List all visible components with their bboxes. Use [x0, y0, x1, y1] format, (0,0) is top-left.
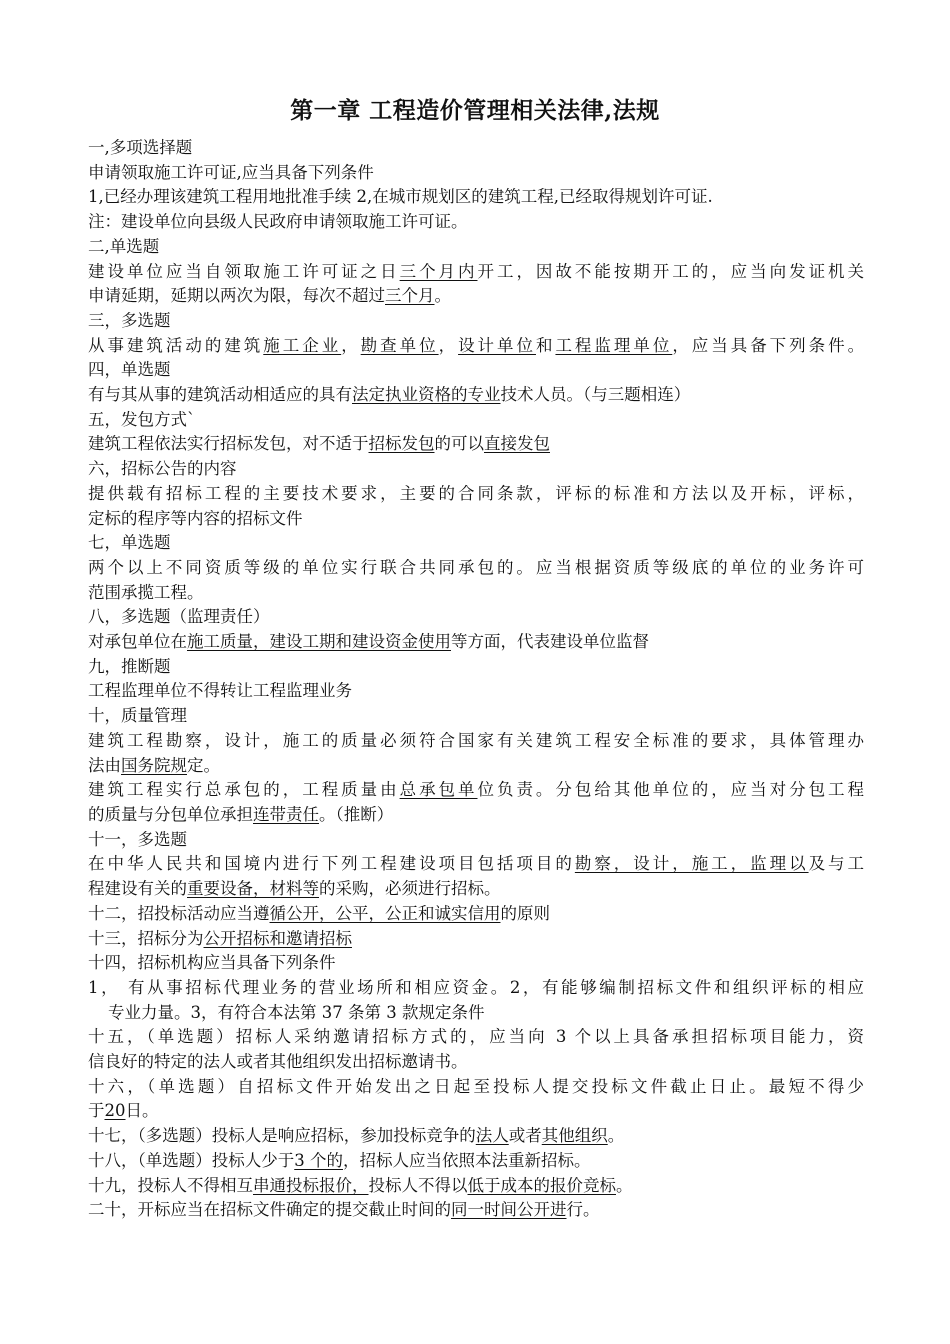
text-span: 对承包单位在 [88, 632, 187, 652]
document-body [88, 136, 864, 1223]
text-span: 七，单选题 [88, 533, 171, 553]
text-span: 行。 [566, 1200, 600, 1220]
chapter-title: 第一章 工程造价管理相关法律,法规 [290, 97, 660, 124]
text-span: 提供载有招标工程的主要技术要求，主要的合同条款，评标的标准和方法以及开标，评标， [88, 483, 864, 503]
text-span: 两个以上不同资质等级的单位实行联合共同承包的。应当根据资质等级底的单位的业务许可 [88, 557, 864, 577]
text-span: 范围承揽工程。 [88, 582, 204, 602]
underlined-term: 总承包单 [399, 780, 478, 800]
text-span: 和 [535, 335, 556, 355]
text-line [88, 1025, 864, 1050]
text-line [88, 309, 864, 334]
text-span: 开工，因故不能按期开工的，应当向发证机关 [477, 261, 864, 281]
text-span: 信良好的特定的法人或者其他组织发出招标邀请书。 [88, 1052, 468, 1072]
text-span: 十五，（单选题）招标人采纳邀请招标方式的，应当向 3 个以上具备承担招标项目能力，资 [88, 1027, 864, 1047]
text-line [88, 655, 864, 680]
text-span: 八，多选题（监理责任） [88, 607, 270, 627]
underlined-term: 勘察，设计，施工，监理以 [574, 854, 809, 874]
text-line [88, 556, 864, 581]
text-span: 法由 [88, 755, 121, 775]
text-span: ，应当具备下列条件。 [672, 335, 864, 355]
underlined-term: 工程监理单位 [555, 335, 673, 355]
text-line [88, 927, 864, 952]
text-span: 。 [434, 286, 451, 306]
text-line [88, 704, 864, 729]
text-line [88, 358, 864, 383]
text-line [88, 877, 864, 902]
text-span: 的可以 [434, 434, 484, 454]
underlined-term: 设计单位 [458, 335, 536, 355]
text-span: 九，推断题 [88, 656, 171, 676]
text-line [88, 679, 864, 704]
underlined-term: 直接发包 [484, 434, 550, 454]
text-span: 的采购，必须进行招标。 [319, 879, 501, 899]
underlined-term: 3 个的 [294, 1150, 343, 1170]
text-line [88, 284, 864, 309]
text-span: 的质量与分包单位承担 [88, 804, 253, 824]
text-span: 申请延期，延期以两次为限，每次不超过 [88, 286, 385, 306]
text-span: 工程监理单位不得转让工程监理业务 [88, 681, 352, 701]
text-line [88, 260, 864, 285]
underlined-term: 公开招标和邀请招标 [203, 928, 352, 948]
text-span: 四，单选题 [88, 360, 171, 380]
text-line [88, 1149, 864, 1174]
text-span: 及与工 [808, 854, 864, 874]
text-line [88, 828, 864, 853]
text-line [88, 1075, 864, 1100]
underlined-term: 20 [104, 1101, 126, 1121]
text-span: 申请领取施工许可证,应当具备下列条件 [88, 162, 374, 182]
underlined-term: 重要设备，材料等 [187, 879, 319, 899]
text-line [88, 457, 864, 482]
underlined-term: 招标发包 [368, 434, 435, 454]
text-span: 于 [88, 1101, 105, 1121]
text-span: 二,单选题 [88, 236, 160, 256]
text-line [88, 235, 864, 260]
text-span: 十三，招标分为 [88, 928, 204, 948]
text-span: 等方面，代表建设单位监督 [451, 632, 649, 652]
underlined-term: 施工质量，建设工期和建设资金使用 [187, 632, 451, 652]
text-span: 定标的程序等内容的招标文件 [88, 508, 303, 528]
text-span: 十四，招标机构应当具备下列条件 [88, 953, 336, 973]
underlined-term: 同一时间公开进 [451, 1200, 567, 1220]
text-line [88, 778, 864, 803]
text-span: 程建设有关的 [88, 879, 187, 899]
text-span: 十九，投标人不得相互 [88, 1175, 253, 1195]
text-line [88, 1001, 864, 1026]
text-span: 十七，（多选题）投标人是响应招标，参加投标竞争的 [88, 1126, 476, 1146]
text-line [88, 507, 864, 532]
text-span: 投标人不得以 [368, 1175, 468, 1195]
text-line [88, 185, 864, 210]
text-span: 定。 [187, 755, 220, 775]
text-line [88, 408, 864, 433]
text-span: 一,多项选择题 [88, 138, 193, 157]
underlined-term: 串通投标报价， [253, 1175, 369, 1195]
text-span: 的原则 [500, 903, 550, 923]
text-line [88, 1174, 864, 1199]
text-line [88, 902, 864, 927]
text-line [88, 951, 864, 976]
text-span: 建筑工程勘察，设计，施工的质量必须符合国家有关建筑工程安全标准的要求，具体管理办 [88, 730, 864, 750]
text-line [88, 852, 864, 877]
text-span: ， [341, 335, 361, 355]
text-span: ， [438, 335, 459, 355]
text-span: 。（推断） [319, 804, 394, 824]
underlined-term: 三个月 [385, 286, 435, 306]
text-span: 十一，多选题 [88, 829, 187, 849]
underlined-term: 法人 [475, 1126, 509, 1146]
text-span: 十二，招投标活动应当遵 [88, 903, 270, 923]
text-line [88, 161, 864, 186]
text-line [88, 729, 864, 754]
text-span: 有与其从事的建筑活动相适应的具有 [88, 385, 352, 405]
text-line [88, 1099, 864, 1124]
text-span: 从事建筑活动的建筑 [88, 335, 264, 355]
text-line [88, 803, 864, 828]
text-line [88, 136, 864, 161]
text-span: ，招标人应当依照本法重新招标。 [343, 1150, 591, 1170]
text-span: 。 [616, 1175, 633, 1195]
underlined-term: 勘查单位 [360, 335, 439, 355]
text-line [88, 334, 864, 359]
text-span: 三，多选题 [88, 310, 171, 330]
text-span: 在中华人民共和国境内进行下列工程建设项目包括项目的 [88, 854, 575, 874]
text-span: 十，质量管理 [88, 706, 187, 726]
text-span: 。 [607, 1126, 625, 1146]
text-line [88, 432, 864, 457]
text-line [88, 630, 864, 655]
text-line [88, 1198, 864, 1223]
text-line [88, 976, 864, 1001]
underlined-term: 法定执业资格的专业 [352, 385, 501, 405]
text-line [88, 581, 864, 606]
text-line [88, 531, 864, 556]
underlined-term: 连带责任 [253, 804, 319, 824]
text-span: 建设单位应当自领取施工许可证之日 [88, 261, 400, 281]
text-span: 六，招标公告的内容 [88, 459, 237, 479]
underlined-term: 施工企业 [263, 335, 342, 355]
text-line [88, 1050, 864, 1075]
text-line [88, 605, 864, 630]
text-span: 技术人员。（与三题相连） [500, 385, 691, 405]
text-span: 位负责。分包给其他单位的，应当对分包工程 [477, 780, 864, 800]
text-span: 五，发包方式` [88, 409, 196, 429]
underlined-term: 其他组织 [541, 1126, 608, 1146]
text-span: 二十，开标应当在招标文件确定的提交截止时间的 [88, 1200, 451, 1220]
underlined-term: 三个月内 [399, 261, 478, 281]
text-line [88, 754, 864, 779]
text-line [88, 482, 864, 507]
underlined-term: 国务院规 [121, 755, 187, 775]
text-line [88, 210, 864, 235]
text-span: 十六，（单选题）自招标文件开始发出之日起至投标人提交投标文件截止日止。最短不得少 [88, 1076, 864, 1096]
text-line [88, 1124, 864, 1149]
text-span: 1,已经办理该建筑工程用地批准手续 2,在城市规划区的建筑工程,已经取得规划许可证. [88, 187, 713, 207]
text-span: 建筑工程实行总承包的，工程质量由 [88, 780, 400, 800]
text-span: 注：建设单位向县级人民政府申请领取施工许可证。 [88, 212, 468, 232]
text-span: 十八，（单选题）投标人少于 [88, 1150, 295, 1170]
text-span: 专业力量。3，有符合本法第 37 条第 3 款规定条件 [108, 1002, 485, 1022]
underlined-term: 循公开，公平，公正和诚实信用 [269, 903, 501, 923]
text-span: 日。 [125, 1101, 159, 1121]
text-span: 建筑工程依法实行招标发包，对不适于 [88, 434, 369, 454]
text-line [88, 383, 864, 408]
underlined-term: 低于成本的报价竞标 [467, 1175, 616, 1195]
text-span: 1， 有从事招标代理业务的营业场所和相应资金。2，有能够编制招标文件和组织评标的相应 [88, 977, 864, 997]
text-span: 或者 [508, 1126, 542, 1146]
